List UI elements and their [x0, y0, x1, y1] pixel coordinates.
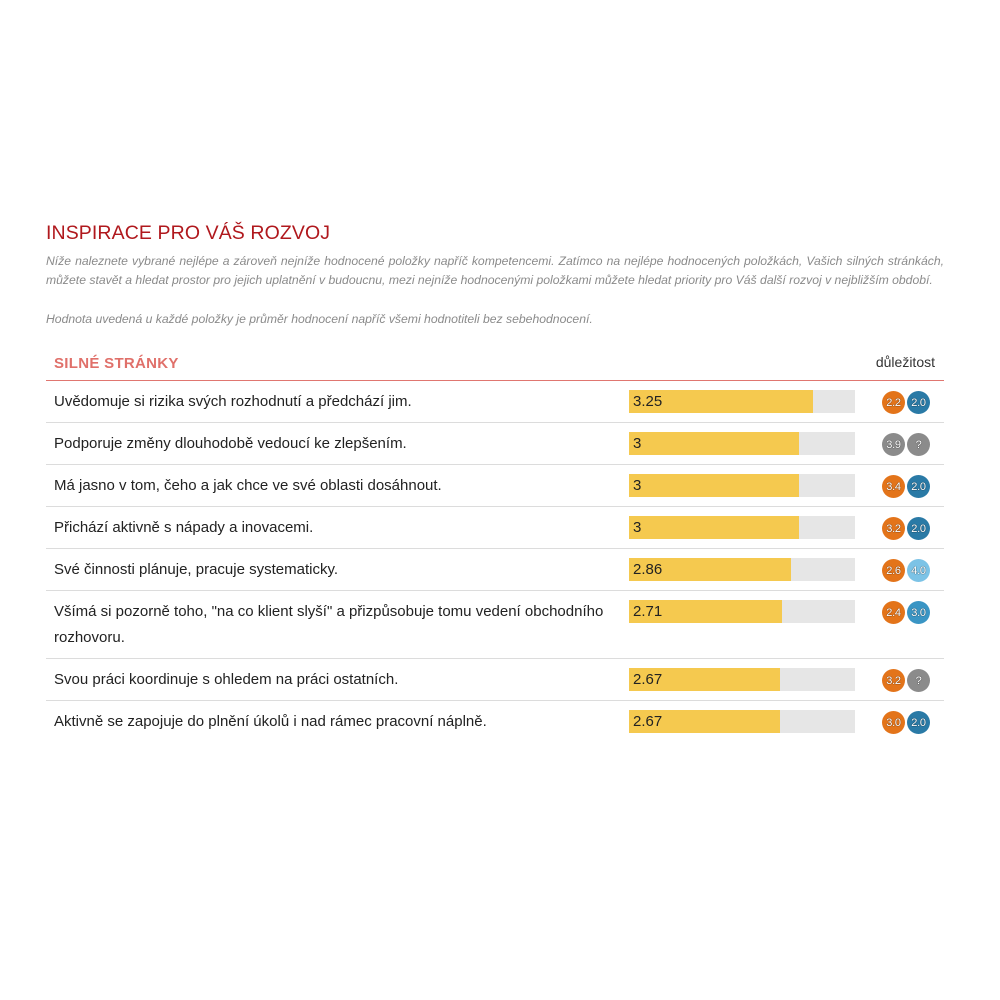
score-bar [629, 558, 855, 581]
score-value: 2.86 [633, 561, 663, 578]
table-row [46, 381, 944, 423]
importance-badge [907, 559, 930, 582]
item-label: Uvědomuje si rizika svých rozhodnutí a předchází jim. [54, 393, 412, 410]
score-bar [629, 668, 855, 691]
item-label: Aktivně se zapojuje do plnění úkolů i nad rámec pracovní náplně. [54, 713, 487, 730]
score-bar [629, 390, 855, 413]
importance-badge-text: ? [915, 674, 922, 687]
item-label: Podporuje změny dlouhodobě vedoucí ke zlepšením. [54, 435, 407, 452]
importance-badge-text: 2.4 [886, 606, 901, 619]
importance-column-label: důležitost [875, 354, 935, 370]
item-label: Svou práci koordinuje s ohledem na práci ostatních. [54, 671, 399, 688]
table-row [46, 549, 944, 591]
importance-badge [907, 711, 930, 734]
importance-badge-text: 3.4 [886, 480, 901, 493]
importance-badge [882, 391, 905, 414]
score-value: 2.67 [633, 713, 663, 730]
importance-badge [882, 559, 905, 582]
section-title: SILNÉ STRÁNKY [54, 355, 179, 372]
score-value: 3 [633, 477, 642, 494]
importance-badge [882, 669, 905, 692]
score-bar [629, 600, 855, 623]
score-bar [629, 710, 855, 733]
importance-badge-text: 2.6 [886, 564, 901, 577]
importance-badge-text: 2.0 [911, 716, 926, 729]
importance-badges [882, 601, 930, 624]
importance-badges [882, 669, 930, 692]
score-bar [629, 432, 855, 455]
importance-badges [882, 433, 930, 456]
intro-text: Níže naleznete vybrané nejlépe a zároveň nejníže hodnocené položky napříč kompetencemi. Zatímco na nejlépe hodnocených položkách, Vašich silných stránkách, můžete stavět a hledat prostor pro jejich uplatnění v budoucnu, mezi nejníže hodnocenými položkami můžete hledat priority pro Váš další rozvoj v nejbližším období. [46, 254, 944, 287]
importance-badge-text: 3.2 [886, 674, 901, 687]
page-title: INSPIRACE PRO VÁŠ ROZVOJ [46, 222, 331, 244]
importance-badge-text: 2.0 [911, 396, 926, 409]
importance-badge-text: 4.0 [911, 564, 926, 577]
importance-badges [882, 711, 930, 734]
importance-badges [882, 475, 930, 498]
importance-badge-text: ? [915, 438, 922, 451]
table-row [46, 659, 944, 701]
table-row [46, 507, 944, 549]
score-bar-fill [629, 516, 799, 539]
importance-badge [907, 475, 930, 498]
importance-badge-text: 3.0 [886, 716, 901, 729]
importance-badge-text: 3.9 [886, 438, 901, 451]
importance-badge-text: 3.0 [911, 606, 926, 619]
importance-badge [882, 601, 905, 624]
importance-badge [882, 517, 905, 540]
strengths-list [46, 381, 944, 742]
table-row [46, 701, 944, 742]
importance-badge [882, 711, 905, 734]
importance-badge-text: 2.2 [886, 396, 901, 409]
score-value: 3.25 [633, 393, 663, 410]
score-value: 2.67 [633, 671, 663, 688]
importance-badge [882, 475, 905, 498]
score-bar-fill [629, 432, 799, 455]
score-bar [629, 474, 855, 497]
importance-badge [907, 433, 930, 456]
section-header [46, 354, 944, 381]
importance-badges [882, 559, 930, 582]
importance-badge-text: 2.0 [911, 522, 926, 535]
importance-badges [882, 517, 930, 540]
score-bar-fill [629, 474, 799, 497]
score-bar [629, 516, 855, 539]
development-inspiration-panel [46, 222, 944, 742]
note-text: Hodnota uvedená u každé položky je průměr hodnocení napříč všemi hodnotiteli bez sebehodnocení. [46, 312, 593, 326]
score-value: 3 [633, 519, 642, 536]
item-label: Své činnosti plánuje, pracuje systematicky. [54, 561, 339, 578]
importance-badge [907, 669, 930, 692]
item-label: Všímá si pozorně toho, "na co klient slyší" a přizpůsobuje tomu vedení obchodního rozhovoru. [54, 603, 604, 646]
importance-badge [907, 601, 930, 624]
importance-badge-text: 3.2 [886, 522, 901, 535]
table-row [46, 465, 944, 507]
importance-badge-text: 2.0 [911, 480, 926, 493]
score-value: 3 [633, 435, 642, 452]
item-label: Přichází aktivně s nápady a inovacemi. [54, 519, 314, 536]
importance-badge [907, 517, 930, 540]
importance-badge [907, 391, 930, 414]
table-row [46, 591, 944, 659]
score-value: 2.71 [633, 603, 663, 620]
item-label: Má jasno v tom, čeho a jak chce ve své oblasti dosáhnout. [54, 477, 442, 494]
table-row [46, 423, 944, 465]
importance-badges [882, 391, 930, 414]
importance-badge [882, 433, 905, 456]
